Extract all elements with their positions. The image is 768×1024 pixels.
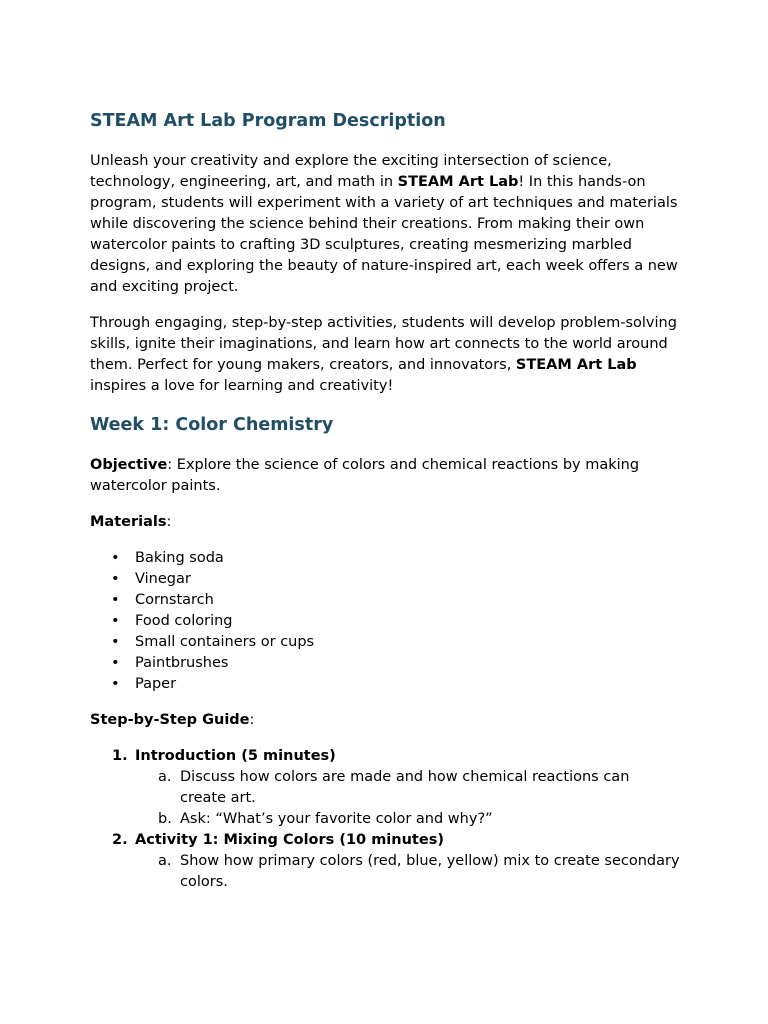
bullet-icon: •	[111, 613, 120, 629]
intro-p1-program-name: STEAM Art Lab	[397, 174, 519, 190]
step-1b	[90, 809, 680, 830]
sub-step-text: Discuss how colors are made and how chemical reactions can create art.	[180, 769, 630, 806]
objective-text: : Explore the science of colors and chemical reactions by making watercolor paints.	[90, 457, 640, 494]
step-title-text: Introduction (5 minutes)	[135, 748, 336, 764]
material-text: Baking soda	[135, 550, 224, 566]
sub-step-text: Ask: “What’s your favorite color and why?”	[180, 811, 493, 827]
material-text: Small containers or cups	[135, 634, 315, 650]
sub-step-letter: b.	[158, 811, 172, 827]
intro-p1-text-b: ! In this hands-on program, students will experiment with a variety of art techniques and materials while discovering the science behind their creations. From making their own watercolor paints to crafting 3D sculptures, creating mesmerizing marbled designs, and exploring the beauty of nature-inspired art, each week offers a new and exciting project.	[90, 174, 678, 295]
list-item	[90, 569, 680, 590]
bullet-icon: •	[111, 655, 120, 671]
bullet-icon: •	[111, 571, 120, 587]
bullet-icon: •	[111, 550, 120, 566]
intro-p2-text-a: Through engaging, step-by-step activities, students will develop problem-solving skills, ignite their imaginations, and learn how art connects to the world around them. Perfect for young makers, creators, and innovators,	[90, 315, 677, 373]
list-item	[90, 590, 680, 611]
list-item	[90, 653, 680, 674]
step-1a	[90, 767, 680, 809]
guide-colon: :	[249, 712, 255, 728]
list-item	[90, 674, 680, 695]
intro-p1-text-a: Unleash your creativity and explore the exciting intersection of science, technology, engineering, art, and math in	[90, 153, 612, 190]
step-2a	[90, 851, 680, 893]
materials-list	[90, 548, 680, 695]
list-item	[90, 611, 680, 632]
list-item	[90, 548, 680, 569]
bullet-icon: •	[111, 592, 120, 608]
page-title: STEAM Art Lab Program Description	[90, 111, 446, 131]
sub-step-text: Show how primary colors (red, blue, yellow) mix to create secondary colors.	[180, 853, 680, 890]
list-item	[90, 632, 680, 653]
material-text: Food coloring	[135, 613, 233, 629]
sub-step-letter: a.	[158, 769, 172, 785]
bullet-icon: •	[111, 634, 120, 650]
document-body	[90, 108, 680, 893]
intro-p2-program-name: STEAM Art Lab	[515, 357, 637, 373]
step-title-text: Activity 1: Mixing Colors (10 minutes)	[135, 832, 444, 848]
material-text: Vinegar	[135, 571, 191, 587]
materials-label: Materials	[90, 514, 167, 530]
intro-paragraph-2	[90, 313, 680, 397]
guide-heading	[90, 710, 680, 731]
week-1-heading: Week 1: Color Chemistry	[90, 415, 334, 435]
step-number: 2.	[112, 832, 128, 848]
bullet-icon: •	[111, 676, 120, 692]
sub-step-letter: a.	[158, 853, 172, 869]
intro-paragraph-1	[90, 151, 680, 298]
step-2-title	[90, 830, 680, 851]
objective-paragraph	[90, 455, 680, 497]
material-text: Paintbrushes	[135, 655, 229, 671]
steps-list	[90, 746, 680, 893]
step-1-title	[90, 746, 680, 767]
material-text: Cornstarch	[135, 592, 214, 608]
objective-label: Objective	[90, 457, 168, 473]
guide-label: Step-by-Step Guide	[90, 712, 250, 728]
materials-colon: :	[166, 514, 172, 530]
step-number: 1.	[112, 748, 128, 764]
materials-heading	[90, 512, 680, 533]
material-text: Paper	[135, 676, 177, 692]
intro-p2-text-b: inspires a love for learning and creativity!	[90, 378, 394, 394]
